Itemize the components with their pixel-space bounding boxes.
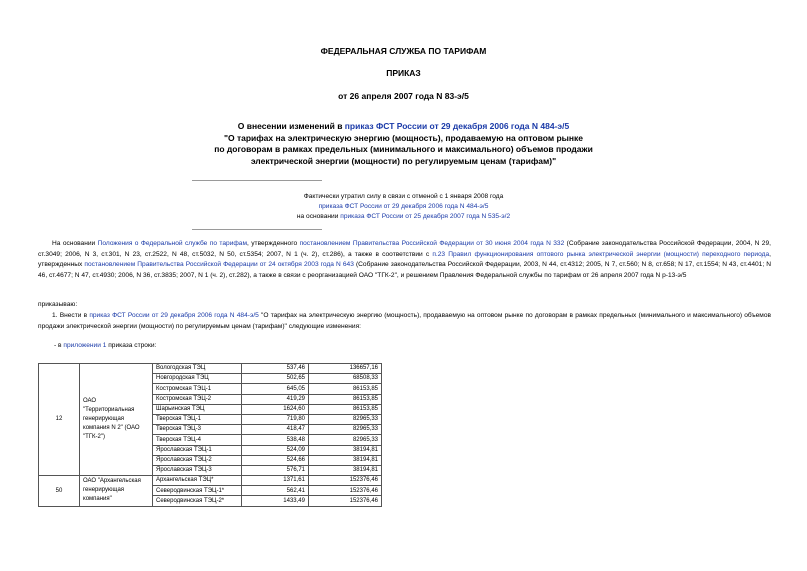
rules-p23-link[interactable]: п.23 Правил функционирования оптового рынка электрической энергии (мощности) переходного периода xyxy=(432,250,770,258)
title-amended-order-link[interactable]: приказ ФСТ России от 29 декабря 2006 года N 484-э/5 xyxy=(344,121,570,131)
tariff-capacity-cell: 38194,81 xyxy=(309,445,382,455)
station-cell: Тверская ТЭЦ-1 xyxy=(153,414,242,424)
tariff-capacity-cell: 86153,85 xyxy=(309,404,382,414)
station-cell: Костромская ТЭЦ-2 xyxy=(153,394,242,404)
appendix-1-link[interactable]: приложении 1 xyxy=(63,342,107,349)
tariff-energy-cell: 1433,49 xyxy=(242,496,309,506)
order-word: приказываю: xyxy=(38,301,78,308)
station-cell: Тверская ТЭЦ-4 xyxy=(153,435,242,445)
item-1-order-link[interactable]: приказ ФСТ России от 29 декабря 2006 года N 484-э/5 xyxy=(89,312,259,319)
validity-note xyxy=(0,192,807,222)
tariff-energy-cell: 419,29 xyxy=(242,394,309,404)
station-cell: Ярославская ТЭЦ-1 xyxy=(153,445,242,455)
note-basis-order-link[interactable]: приказа ФСТ России от 25 декабря 2007 года N 535-э/2 xyxy=(340,213,511,220)
station-cell: Ярославская ТЭЦ-2 xyxy=(153,455,242,465)
item-1-paragraph xyxy=(38,311,771,332)
title-line-3: по договорам в рамках предельных (минимального и максимального) объемов продажи xyxy=(214,144,593,154)
separator-bottom xyxy=(192,229,322,230)
station-cell: Шарьинская ТЭЦ xyxy=(153,404,242,414)
preamble-text-5: (Собрание законодательства Российской Федерации, 2003, N 44, ст.4312; 2005, N 7, ст.560; N 8, ст.658; N 17, ст.1554; N 43, ст.4401; N 46, ст.4677; N 47, ст.4930; 2006, N 36, ст.3835; 2007, N 1 (ч. 2), ст.282), а также в связи с реорганизацией ОАО "ТГК-2", и решением Правления Федеральной службы по тарифам от 26 апреля 2007 года N р-13-э/5 xyxy=(38,261,771,279)
tariff-energy-cell: 538,48 xyxy=(242,435,309,445)
preamble-text-4: , утвержденных xyxy=(38,250,771,268)
tariff-capacity-cell: 38194,81 xyxy=(309,455,382,465)
document-type: ПРИКАЗ xyxy=(386,68,421,78)
bullet-text-1: - в xyxy=(54,342,64,349)
tariff-capacity-cell: 152376,46 xyxy=(309,486,382,496)
tariffs-table xyxy=(38,363,382,507)
row-number-cell: 50 xyxy=(39,476,80,507)
tariff-energy-cell: 418,47 xyxy=(242,425,309,435)
regulation-link[interactable]: Положения о Федеральной службе по тарифам xyxy=(97,240,247,247)
table-row xyxy=(39,476,382,486)
table-row xyxy=(39,364,382,374)
note-cancelled-order-link[interactable]: приказа ФСТ России от 29 декабря 2006 года N 484-э/5 xyxy=(318,203,489,210)
preamble-text-3: (Собрание законодательства Российской Федерации, 2004, N 29, ст.3049; 2006, N 3, ст.301, N 23, ст.2522, N 48, ст.5032, N 50, ст.5354; 2007, N 1 (ч. 2), ст.286), а также в соответствии с xyxy=(38,240,771,258)
tariff-energy-cell: 502,65 xyxy=(242,374,309,384)
separator-top xyxy=(192,180,322,181)
tariff-energy-cell: 524,66 xyxy=(242,455,309,465)
note-line-1: Фактически утратил силу в связи с отменой с 1 января 2008 года xyxy=(303,193,504,200)
note-line-3-prefix: на основании xyxy=(296,213,341,220)
row-number-cell: 12 xyxy=(39,364,80,476)
tariff-capacity-cell: 38194,81 xyxy=(309,465,382,475)
tariff-capacity-cell: 82965,33 xyxy=(309,414,382,424)
station-cell: Вологодская ТЭЦ xyxy=(153,364,242,374)
title-line-2: "О тарифах на электрическую энергию (мощность), продаваемую на оптовом рынке xyxy=(223,132,584,143)
tariff-capacity-cell: 152376,46 xyxy=(309,496,382,506)
tariff-capacity-cell: 86153,85 xyxy=(309,384,382,394)
preamble-paragraph xyxy=(38,239,771,281)
decree-332-link[interactable]: постановлением Правительства Российской Федерации от 30 июня 2004 года N 332 xyxy=(299,240,565,247)
organization-cell: ОАО "Архангельская генерирующая компания" xyxy=(80,476,153,507)
document-title xyxy=(0,121,807,167)
decree-643-link[interactable]: постановлением Правительства Российской Федерации от 24 октября 2003 года N 643 xyxy=(84,261,354,268)
document-date-number: от 26 апреля 2007 года N 83-э/5 xyxy=(338,91,469,101)
item-1-text-1: 1. Внести в xyxy=(52,312,90,319)
tariff-energy-cell: 524,09 xyxy=(242,445,309,455)
bullet-line xyxy=(54,341,156,351)
agency-name: ФЕДЕРАЛЬНАЯ СЛУЖБА ПО ТАРИФАМ xyxy=(320,46,487,56)
tariff-capacity-cell: 152376,46 xyxy=(309,476,382,486)
tariff-capacity-cell: 82965,33 xyxy=(309,435,382,445)
tariff-energy-cell: 719,80 xyxy=(242,414,309,424)
station-cell: Новгородская ТЭЦ xyxy=(153,374,242,384)
station-cell: Северодвинская ТЭЦ-1* xyxy=(153,486,242,496)
tariff-energy-cell: 576,71 xyxy=(242,465,309,475)
tariff-capacity-cell: 136657,16 xyxy=(309,364,382,374)
station-cell: Ярославская ТЭЦ-3 xyxy=(153,465,242,475)
item-1-text-2: "О тарифах на электрическую энергию (мощность), продаваемую на оптовом рынке по договорам в рамках предельных (минимального и максимального) объемов продажи электрической энергии (мощности) по регулируемым ценам (тарифам)" следующие изменения: xyxy=(38,312,771,330)
preamble-text-2: , утвержденного xyxy=(247,240,300,247)
tariff-capacity-cell: 82965,33 xyxy=(309,425,382,435)
organization-cell: ОАО "Территориальная генерирующая компания N 2" (ОАО "ТГК-2") xyxy=(80,364,153,476)
station-cell: Архангельская ТЭЦ* xyxy=(153,476,242,486)
station-cell: Костромская ТЭЦ-1 xyxy=(153,384,242,394)
preamble-text-1: На основании xyxy=(52,240,98,247)
title-line-4: электрической энергии (мощности) по регулируемым ценам (тарифам)" xyxy=(250,155,557,166)
station-cell: Северодвинская ТЭЦ-2* xyxy=(153,496,242,506)
station-cell: Тверская ТЭЦ-3 xyxy=(153,425,242,435)
tariff-capacity-cell: 68508,33 xyxy=(309,374,382,384)
tariff-energy-cell: 1624,60 xyxy=(242,404,309,414)
tariff-energy-cell: 1371,61 xyxy=(242,476,309,486)
tariff-energy-cell: 537,46 xyxy=(242,364,309,374)
bullet-text-2: приказа строки: xyxy=(106,342,157,349)
tariff-energy-cell: 562,41 xyxy=(242,486,309,496)
title-prefix: О внесении изменений в xyxy=(237,121,345,131)
tariff-energy-cell: 645,05 xyxy=(242,384,309,394)
tariff-capacity-cell: 86153,85 xyxy=(309,394,382,404)
